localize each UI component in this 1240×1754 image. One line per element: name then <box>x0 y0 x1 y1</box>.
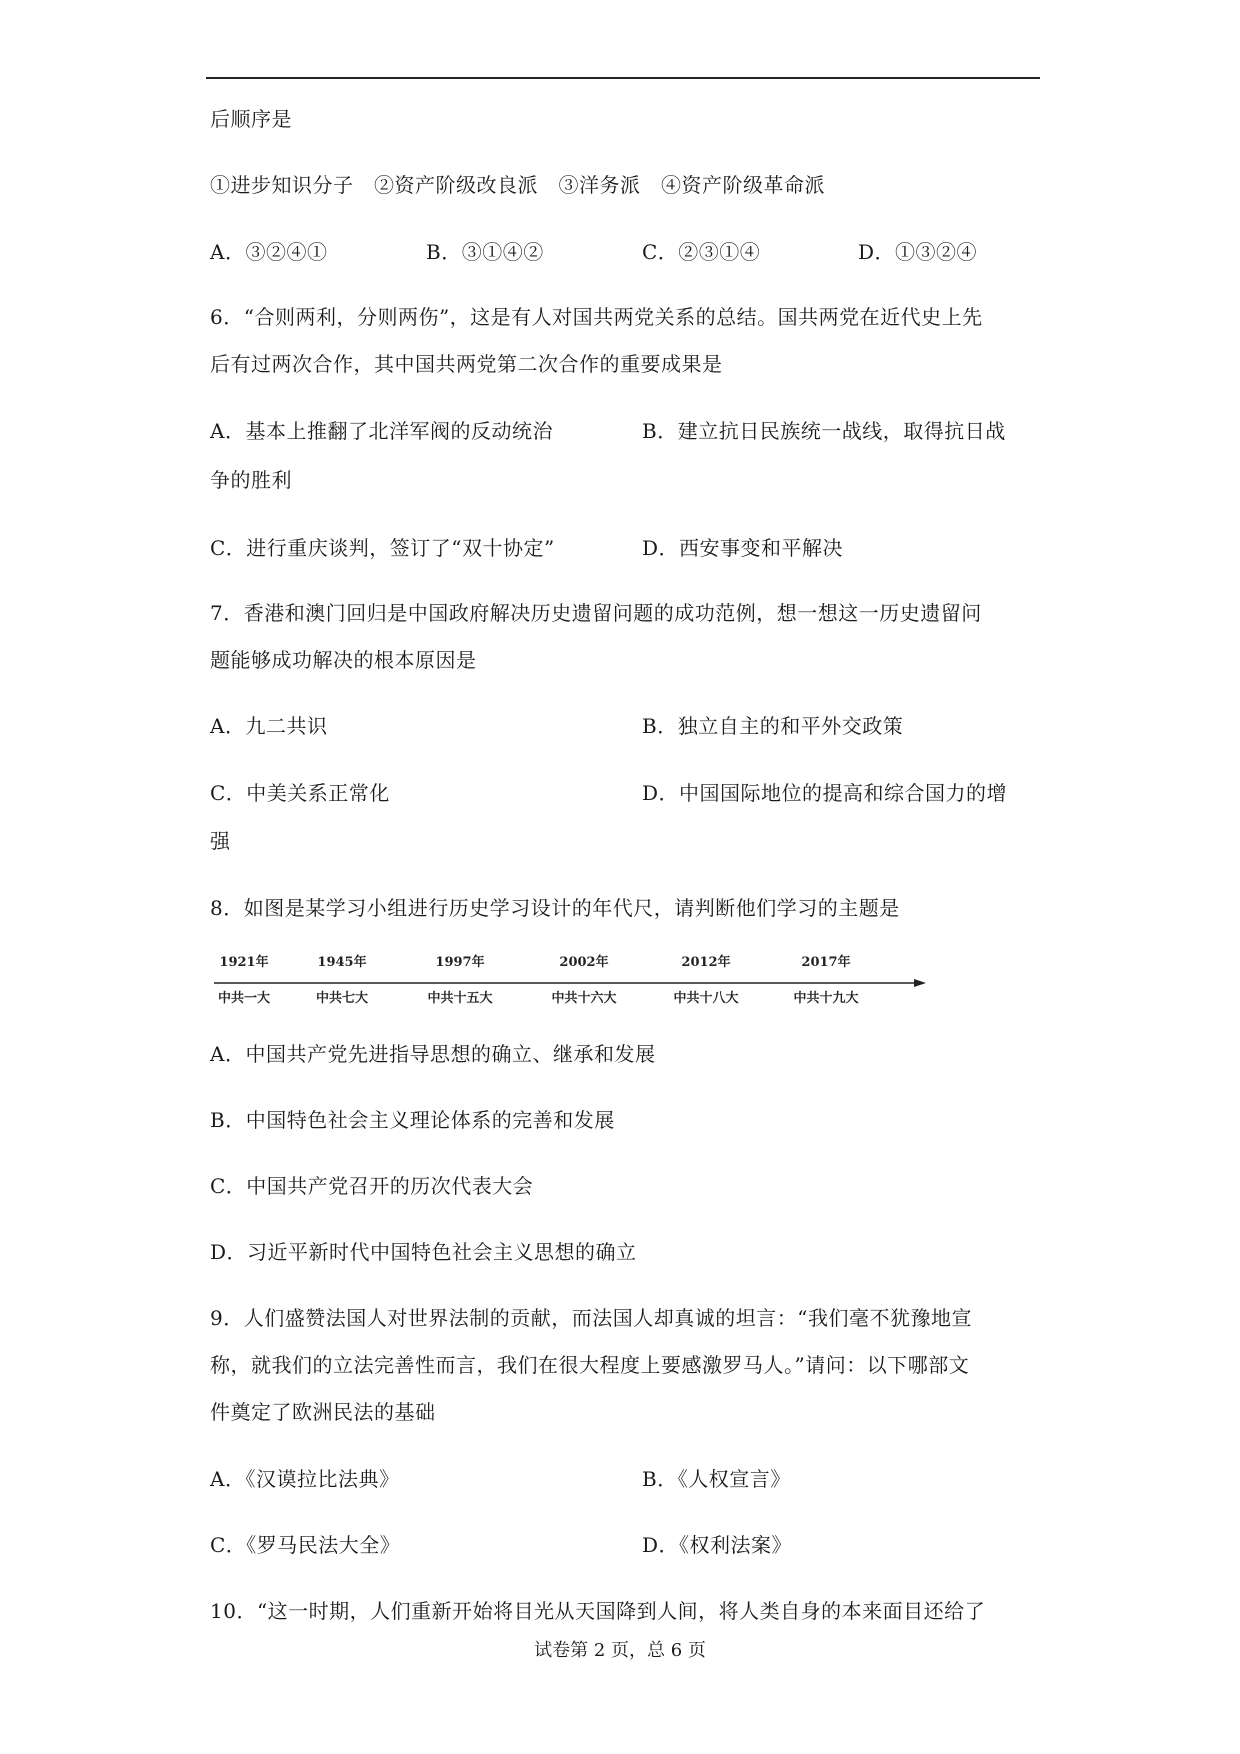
q8-option-b: B．中国特色社会主义理论体系的完善和发展 <box>210 1108 615 1132</box>
q6-stem-line2: 后有过两次合作，其中国共两党第二次合作的重要成果是 <box>210 352 723 376</box>
q7-option-d-continuation: 强 <box>210 829 231 853</box>
q5-items: ①进步知识分子 ②资产阶级改良派 ③洋务派 ④资产阶级革命派 <box>210 173 825 197</box>
timeline-year-label: 2002年 <box>559 955 609 970</box>
q8-stem-line1: 8．如图是某学习小组进行历史学习设计的年代尺，请判断他们学习的主题是 <box>210 896 900 920</box>
q8-option-a: A．中国共产党先进指导思想的确立、继承和发展 <box>210 1042 656 1066</box>
q5-option-a: A．③②④① <box>210 240 328 264</box>
q9-stem-line2: 称，就我们的立法完善性而言，我们在很大程度上要感激罗马人。”请问：以下哪部文 <box>210 1353 970 1377</box>
q9-option-c: C．《罗马民法大全》 <box>210 1533 401 1557</box>
timeline-event-label: 中共七大 <box>315 991 369 1006</box>
q9-option-b: B．《人权宣言》 <box>642 1467 791 1491</box>
timeline-event-label: 中共十九大 <box>793 991 859 1006</box>
q7-option-d: D．中国国际地位的提高和综合国力的增 <box>642 781 1008 805</box>
q5-option-d: D．①③②④ <box>858 240 978 264</box>
timeline-event-label: 中共一大 <box>217 991 271 1006</box>
q6-option-b-continuation: 争的胜利 <box>210 468 292 492</box>
timeline-year-label: 1945年 <box>317 955 367 970</box>
q9-stem-line1: 9．人们盛赞法国人对世界法制的贡献，而法国人却真诚的坦言：“我们毫不犹豫地宣 <box>210 1306 972 1330</box>
q9-option-a: A．《汉谟拉比法典》 <box>210 1467 400 1491</box>
timeline-event-label: 中共十六大 <box>551 991 617 1006</box>
q10-stem-line1: 10．“这一时期，人们重新开始将目光从天国降到人间，将人类自身的本来面目还给了 <box>210 1599 986 1623</box>
q6-option-b: B．建立抗日民族统一战线，取得抗日战 <box>642 419 1006 443</box>
q6-stem-line1: 6．“合则两利，分则两伤”，这是有人对国共两党关系的总结。国共两党在近代史上先 <box>210 305 983 329</box>
page-footer: 试卷第 2 页，总 6 页 <box>534 1640 706 1661</box>
q5-option-c: C．②③①④ <box>642 240 761 264</box>
q8-option-c: C．中国共产党召开的历次代表大会 <box>210 1174 534 1198</box>
timeline-year-label: 1997年 <box>435 955 485 970</box>
q5-continuation: 后顺序是 <box>210 107 292 131</box>
timeline-event-label: 中共十八大 <box>673 991 739 1006</box>
q7-option-a: A．九二共识 <box>210 714 328 738</box>
q6-option-a: A．基本上推翻了北洋军阀的反动统治 <box>210 419 553 443</box>
q6-option-c: C．进行重庆谈判，签订了“双十协定” <box>210 536 555 560</box>
timeline-year-label: 1921年 <box>219 955 269 970</box>
q9-stem-line3: 件奠定了欧洲民法的基础 <box>210 1400 436 1424</box>
q7-stem-line1: 7．香港和澳门回归是中国政府解决历史遗留问题的成功范例，想一想这一历史遗留问 <box>210 601 982 625</box>
q6-option-d: D．西安事变和平解决 <box>642 536 844 560</box>
header-rule <box>206 77 1040 79</box>
q7-stem-line2: 题能够成功解决的根本原因是 <box>210 648 477 672</box>
q9-option-d: D．《权利法案》 <box>642 1533 793 1557</box>
timeline-arrowhead <box>914 979 926 987</box>
q5-option-b: B．③①④② <box>426 240 544 264</box>
q7-option-c: C．中美关系正常化 <box>210 781 390 805</box>
timeline-figure <box>214 952 934 1012</box>
timeline-year-label: 2012年 <box>681 955 731 970</box>
q7-option-b: B．独立自主的和平外交政策 <box>642 714 904 738</box>
timeline-event-label: 中共十五大 <box>427 991 493 1006</box>
timeline-year-label: 2017年 <box>801 955 851 970</box>
q8-option-d: D．习近平新时代中国特色社会主义思想的确立 <box>210 1240 637 1264</box>
